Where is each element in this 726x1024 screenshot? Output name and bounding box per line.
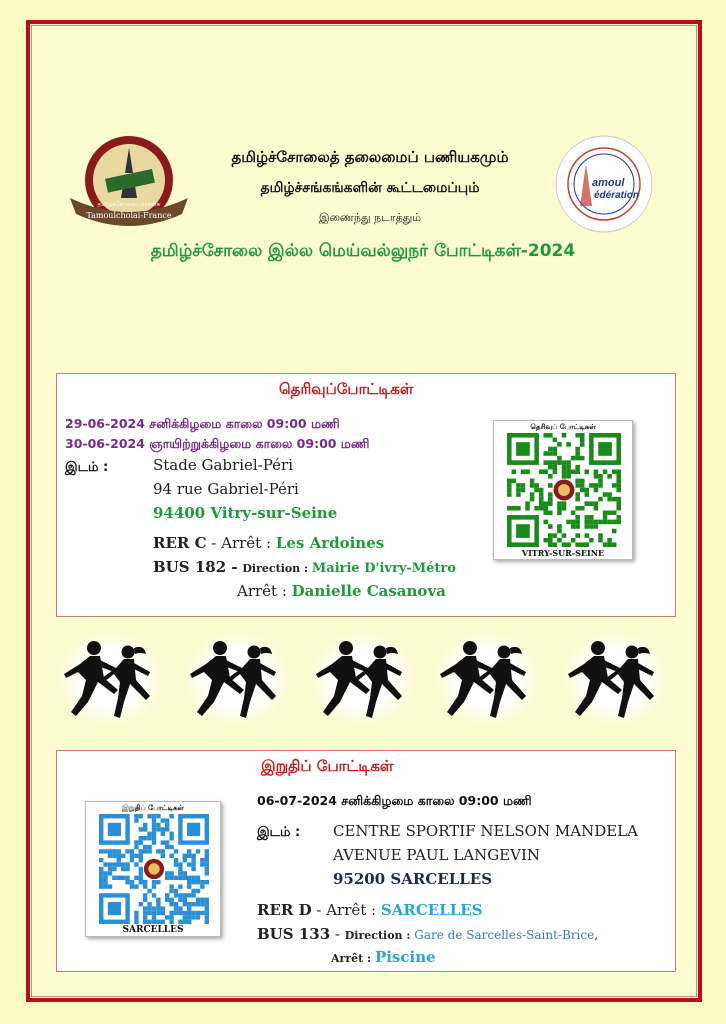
finals-bus-dir-label: Direction : xyxy=(344,929,415,942)
runner-group-1 xyxy=(58,630,164,726)
qualifiers-bus-dir-label: Direction : xyxy=(242,562,312,575)
finals-qr-card[interactable] xyxy=(85,801,221,937)
finals-bus-line xyxy=(257,925,598,943)
event-title: தமிழ்ச்சோலை இல்ல மெய்வல்லுநர் போட்டிகள்-2024 xyxy=(150,241,576,261)
qualifiers-address-2: 94 rue Gabriel-Péri xyxy=(153,480,299,498)
qualifiers-qr-caption: VITRY-SUR-SEINE xyxy=(521,548,605,558)
runner-icon xyxy=(310,630,416,726)
qualifiers-rer-line xyxy=(153,534,384,552)
runner-group-4 xyxy=(434,630,540,726)
runner-icon xyxy=(562,630,668,726)
qualifiers-rer-stop: Les Ardoines xyxy=(275,534,385,552)
qualifiers-qr-title: தெரிவுப் போட்டிகள் xyxy=(530,423,596,431)
logo-left-text: Tamoulcholai-France xyxy=(86,211,172,220)
qualifiers-section xyxy=(56,373,676,617)
qualifiers-stop-line xyxy=(237,582,446,600)
finals-section xyxy=(56,750,676,972)
finals-address-3: 95200 SARCELLES xyxy=(333,870,493,888)
finals-address-1: CENTRE SPORTIF NELSON MANDELA xyxy=(333,822,638,840)
logo-right-text1: amoul xyxy=(592,177,625,189)
qualifiers-title: தெரிவுப்போட்டிகள் xyxy=(279,380,414,398)
runner-icon xyxy=(434,630,540,726)
finals-date-1: 06-07-2024 சனிக்கிழமை காலை 09:00 மணி xyxy=(257,793,532,808)
finals-place-label: இடம் : xyxy=(257,825,301,840)
finals-bus-dir: Gare de Sarcelles-Saint-Brice xyxy=(414,928,595,942)
finals-bus-stop: Piscine xyxy=(374,948,436,966)
qualifiers-qr-code-icon[interactable] xyxy=(504,433,624,547)
runner-icon xyxy=(58,630,164,726)
logo-right-text2: édération xyxy=(594,190,640,201)
runner-icon xyxy=(184,630,290,726)
finals-rer-sep: - Arrêt : xyxy=(311,901,381,919)
finals-qr-caption: SARCELLES xyxy=(122,925,184,935)
finals-qr-code-icon[interactable] xyxy=(96,814,212,924)
finals-bus-stop-label: Arrêt : xyxy=(331,952,375,965)
header-line-1: தமிழ்ச்சோலைத் தலைமைப் பணியகமும் xyxy=(231,148,509,166)
finals-rer-label: RER D xyxy=(257,901,312,919)
logo-left-tamil: தமிழ்ச்சோலை-பிரான்சு xyxy=(97,201,161,208)
finals-qr-title: இறுதிப் போட்டிகள் xyxy=(122,804,184,812)
qualifiers-bus-dir: Mairie D'ivry-Métro xyxy=(311,561,456,576)
qualifiers-bus-stop-label: Arrêt : xyxy=(237,582,292,600)
qualifiers-address-3: 94400 Vitry-sur-Seine xyxy=(153,504,338,522)
qualifiers-address-1: Stade Gabriel-Péri xyxy=(153,456,293,474)
finals-title: இறுதிப் போட்டிகள் xyxy=(261,757,394,775)
finals-stop-line xyxy=(331,948,436,966)
qualifiers-bus-line xyxy=(153,558,456,576)
qualifiers-date-1: 29-06-2024 சனிக்கிழமை காலை 09:00 மணி xyxy=(65,416,340,431)
qualifiers-qr-card[interactable] xyxy=(493,420,633,560)
qualifiers-rer-label: RER C xyxy=(153,534,207,552)
qualifiers-bus-stop: Danielle Casanova xyxy=(291,582,446,600)
header-line-2: தமிழ்ச்சங்கங்களின் கூட்டமைப்பும் xyxy=(260,180,480,196)
qualifiers-bus-label: BUS 182 xyxy=(153,558,227,576)
qualifiers-place-label: இடம் : xyxy=(65,460,109,475)
runner-group-3 xyxy=(310,630,416,726)
qualifiers-bus-sep: - xyxy=(226,558,238,576)
qualifiers-rer-sep: - Arrêt : xyxy=(206,534,276,552)
qualifiers-date-2: 30-06-2024 ஞாயிற்றுக்கிழமை காலை 09:00 மணி xyxy=(65,436,370,451)
finals-rer-stop: SARCELLES xyxy=(380,901,483,919)
finals-bus-label: BUS 133 xyxy=(257,925,331,943)
finals-bus-sep: - xyxy=(330,925,345,943)
runner-group-5 xyxy=(562,630,668,726)
finals-bus-dir-comma: , xyxy=(594,928,599,942)
runner-group-2 xyxy=(184,630,290,726)
header-line-3: இணைந்து நடாத்தும் xyxy=(318,211,422,224)
finals-rer-line xyxy=(257,901,483,919)
finals-address-2: AVENUE PAUL LANGEVIN xyxy=(333,846,541,864)
